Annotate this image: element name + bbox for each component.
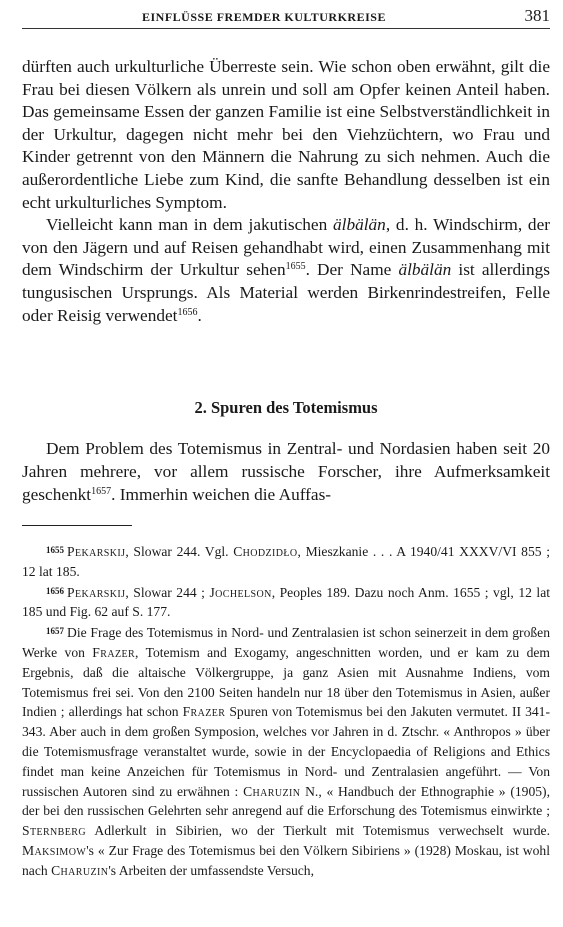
- footnote-text: Die Frage des Totemismus in Nord- und Zentralasien ist schon seinerzeit in dem großen Werke von: [22, 625, 550, 660]
- main-text: [22, 56, 550, 327]
- footnote-text: Adlerkult in Sibirien, wo der Tierkult mit Totemismus verwechselt wurde.: [85, 823, 550, 839]
- paragraph-3-text-a: Dem Problem des Totemismus in Zentral- und Nordasien haben seit 20 Jahren mehrere, vor allem russische Forscher, ihre Aufmerksamkeit geschenkt: [22, 439, 550, 504]
- author-name: Charuzin: [243, 783, 301, 799]
- page-header: [22, 4, 550, 29]
- paragraph-2-text-d: ist allerdings tungusischen Ursprungs. Als Material werden Birkenrindestreifen, Felle oder Reisig verwendet: [22, 260, 550, 325]
- footnote-text: , Mieszkanie . . . A 1940/41 XXXV/VI 855 ; 12 lat 185.: [22, 544, 550, 579]
- footnote-text: 's Arbeiten der umfassendste Versuch,: [108, 862, 315, 878]
- footnote-number: 1657: [46, 626, 64, 637]
- section-text: [22, 438, 550, 506]
- paragraph-2: [22, 214, 550, 327]
- footnote-ref-1656: 1656: [177, 306, 198, 318]
- footnote-text: N., « Handbuch der Ethnographie » (1905), der bei den russischen Gelehrten sehr anregend auf die Erforschung des Totemismus einwirkte ;: [22, 783, 550, 819]
- paragraph-1: dürften auch urkulturliche Überreste sein. Wie schon oben erwähnt, gilt die Frau bei diesen Völkern als unrein und soll am Opfer keinen Anteil haben. Das gemeinsame Essen der ganzen Familie ist eine Selbstverständlichkeit in der Urkultur, dagegen nicht mehr bei den Viehzüchtern, wo Frau und Kinder getrennt von den Männern die Nahrung zu sich nehmen. Auch die außerordentliche Liebe zum Kind, die sanfte Behandlung desselben ist ein echt urkulturliches Symptom.: [22, 57, 550, 212]
- footnote-rule: [22, 525, 132, 526]
- term-albalan: älbälän: [333, 215, 386, 235]
- footnote-1655: [22, 541, 550, 582]
- paragraph-2-text-e: .: [197, 305, 202, 325]
- author-name: Frazer: [182, 704, 226, 720]
- paragraph-2-text-b: , d. h. Windschirm, der von den Jägern und auf Reisen gehandhabt wird, einen Zusammenhang mit dem Windschirm der Urkultur sehen: [22, 215, 550, 280]
- footnote-text: , Peoples 189. Dazu noch Anm. 1655 ; vgl, 12 lat 185 und Fig. 62 auf S. 177.: [22, 584, 550, 620]
- footnotes: [22, 541, 550, 881]
- author-name: Pekarskij: [67, 544, 126, 559]
- footnote-1656: [22, 582, 550, 623]
- author-name: Jochelson: [209, 584, 272, 600]
- paragraph-2-text-c: . Der Name: [305, 260, 399, 280]
- author-name: Sternberg: [22, 823, 86, 839]
- footnote-text: Spuren von Totemismus bei den Jakuten vermutet. II 341-343. Aber auch in dem großen Symposion, welches vor Jahren in d. Ztschr. « Anthropos » über die Totemismusfrage veranstaltet wurde, sowie in der Encyclopaedia of Religions and Ethics findet man keine Anzeichen für Totemismus in Nord- und Zentralasien angeführt. — Von russischen Autoren sind zu erwähnen :: [22, 704, 550, 799]
- author-name: Charuzin: [51, 862, 109, 878]
- footnote-text: , Totemism and Exogamy, angeschnitten worden, und er kam zu dem Ergebnis, daß die altaische Völkergruppe, ja ganz Asien mit Ausnahme Indiens, vom Totemismus frei sei. Von den 2100 Seiten handeln nur 18 über den Totemismus in Asien, außer Indien ; allerdings hat schon: [22, 644, 550, 720]
- term-albalan-2: älbälän: [398, 260, 452, 280]
- footnote-number: 1656: [46, 585, 64, 596]
- paragraph-2-text-a: Vielleicht kann man in dem jakutischen: [46, 215, 334, 235]
- footnote-ref-1655: 1655: [285, 261, 306, 273]
- paragraph-3-text-b: . Immerhin weichen die Auffas-: [111, 484, 332, 504]
- footnote-text: , Slowar 244. Vgl.: [125, 544, 234, 559]
- paragraph-3: [22, 438, 550, 506]
- page-number: 381: [524, 6, 550, 25]
- author-name: Maksimow: [22, 842, 87, 858]
- footnote-text: 's « Zur Frage des Totemismus bei den Völkern Sibiriens » (1928) Moskau, ist wohl nach: [22, 842, 550, 878]
- running-head: EINFLÜSSE FREMDER KULTURKREISE: [142, 10, 386, 24]
- footnote-number: 1655: [46, 545, 64, 555]
- author-name: Frazer: [92, 644, 136, 660]
- section-heading: 2. Spuren des Totemismus: [194, 398, 378, 417]
- author-name: Chodzidło: [233, 544, 298, 559]
- author-name: Pekarskij: [67, 584, 126, 600]
- footnote-text: , Slowar 244 ;: [125, 584, 210, 600]
- footnote-ref-1657: 1657: [91, 485, 112, 497]
- footnote-1657: [22, 622, 550, 880]
